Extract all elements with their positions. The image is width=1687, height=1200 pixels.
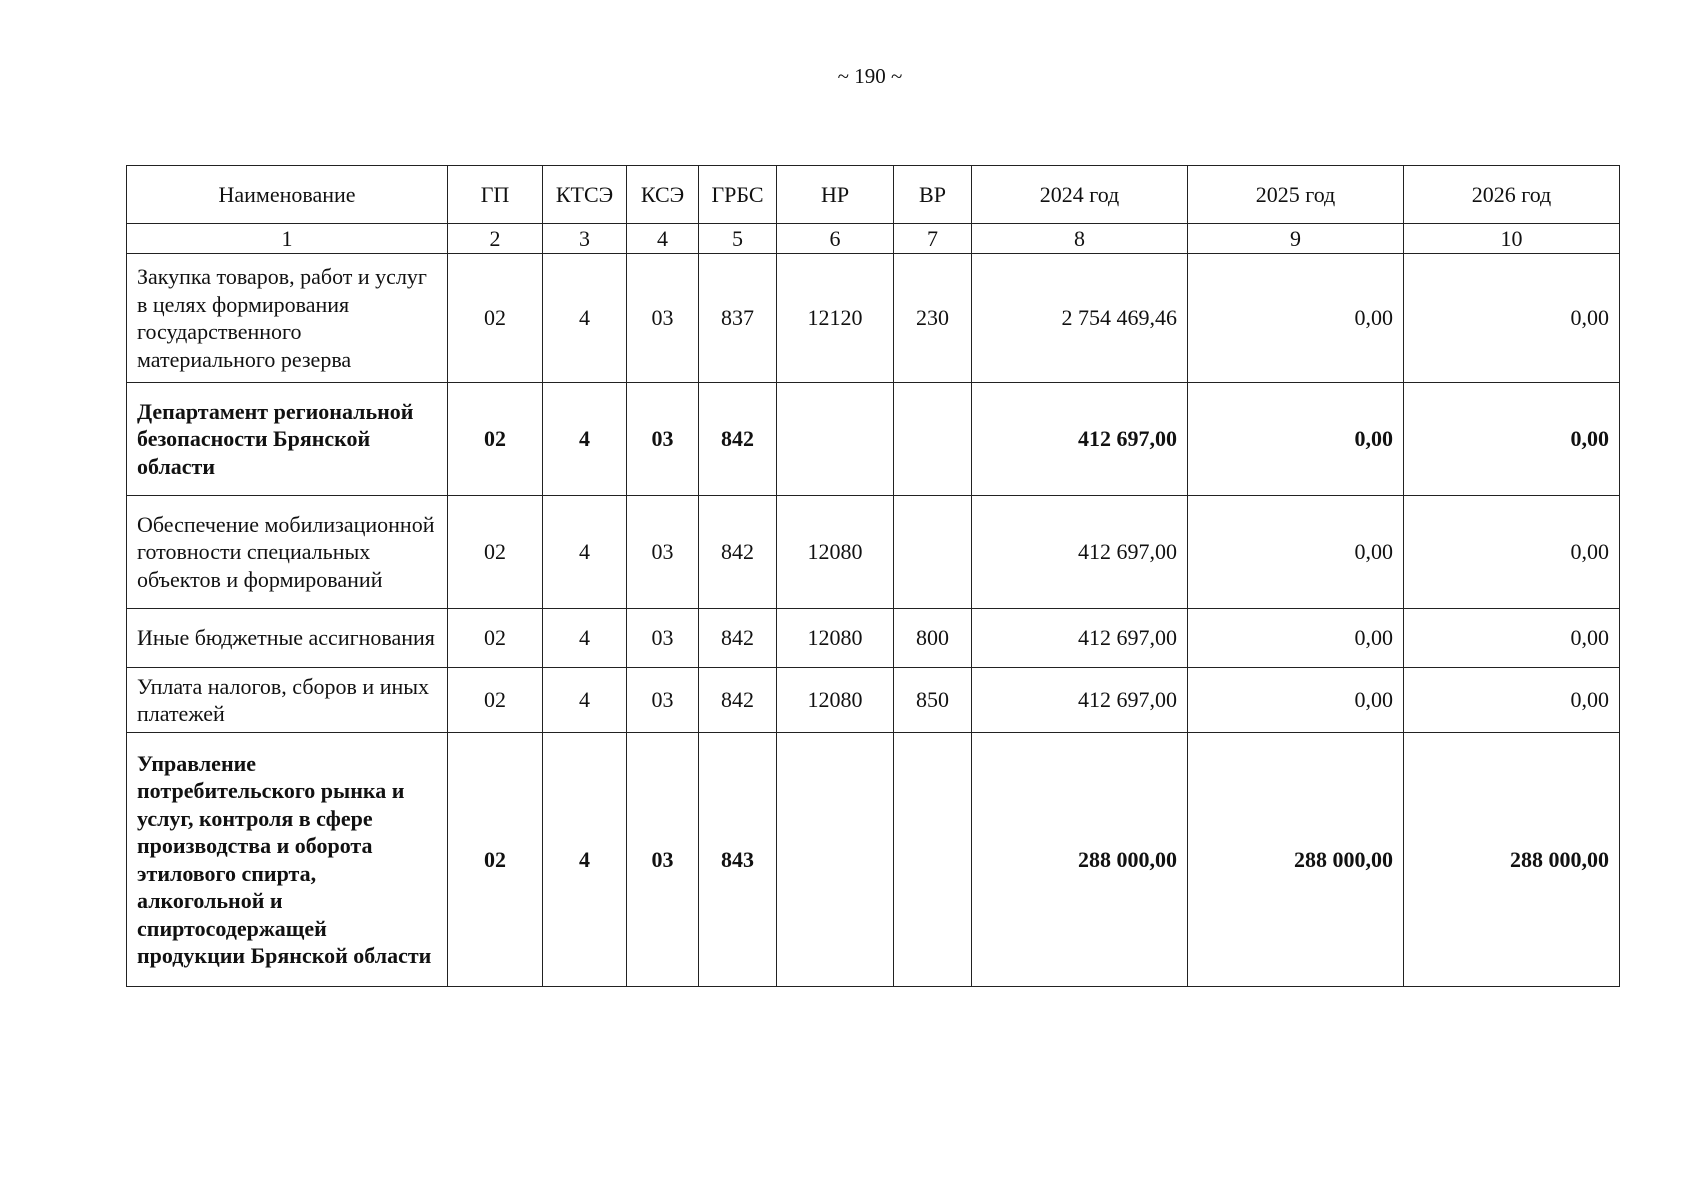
cell-kse: 03 [627,496,699,609]
cell-vr: 800 [894,609,972,668]
header-vr: ВР [894,166,972,224]
cell-2024: 2 754 469,46 [972,254,1188,383]
column-number: 6 [777,224,894,254]
cell-vr: 230 [894,254,972,383]
cell-2024: 288 000,00 [972,733,1188,987]
row-name: Закупка товаров, работ и услуг в целях формирования государственного материального резерва [127,254,448,383]
header-gp: ГП [448,166,543,224]
table-row [127,668,1620,733]
table-row [127,496,1620,609]
cell-ktse: 4 [543,254,627,383]
header-name: Наименование [127,166,448,224]
cell-nr: 12080 [777,668,894,733]
cell-nr: 12080 [777,496,894,609]
column-number: 4 [627,224,699,254]
cell-2025: 0,00 [1188,668,1404,733]
column-number: 10 [1404,224,1620,254]
table-row [127,383,1620,496]
cell-2026: 288 000,00 [1404,733,1620,987]
page-number: ~ 190 ~ [837,64,903,88]
budget-table [126,165,1620,987]
cell-ktse: 4 [543,733,627,987]
cell-ktse: 4 [543,668,627,733]
header-kse: КСЭ [627,166,699,224]
cell-grbs: 837 [699,254,777,383]
cell-2025: 288 000,00 [1188,733,1404,987]
row-name: Уплата налогов, сборов и иных платежей [127,668,448,733]
column-number: 5 [699,224,777,254]
cell-2026: 0,00 [1404,254,1620,383]
cell-2025: 0,00 [1188,496,1404,609]
column-number: 3 [543,224,627,254]
header-nr: НР [777,166,894,224]
cell-gp: 02 [448,609,543,668]
cell-gp: 02 [448,383,543,496]
column-number: 7 [894,224,972,254]
cell-nr [777,733,894,987]
cell-2024: 412 697,00 [972,609,1188,668]
row-name: Департамент региональной безопасности Брянской области [127,383,448,496]
column-number: 9 [1188,224,1404,254]
header-2026: 2026 год [1404,166,1620,224]
cell-2024: 412 697,00 [972,496,1188,609]
table-row [127,733,1620,987]
cell-2025: 0,00 [1188,254,1404,383]
table-header-row [127,166,1620,224]
cell-grbs: 843 [699,733,777,987]
cell-nr: 12120 [777,254,894,383]
cell-grbs: 842 [699,383,777,496]
row-name: Управление потребительского рынка и услуг, контроля в сфере производства и оборота этилового спирта, алкогольной и спиртосодержащей продукции Брянской области [127,733,448,987]
table-row [127,609,1620,668]
cell-gp: 02 [448,733,543,987]
cell-vr: 850 [894,668,972,733]
header-ktse: КТСЭ [543,166,627,224]
cell-gp: 02 [448,668,543,733]
cell-2026: 0,00 [1404,383,1620,496]
column-number: 8 [972,224,1188,254]
cell-2026: 0,00 [1404,609,1620,668]
cell-2025: 0,00 [1188,383,1404,496]
header-grbs: ГРБС [699,166,777,224]
cell-vr [894,733,972,987]
row-name: Обеспечение мобилизационной готовности специальных объектов и формирований [127,496,448,609]
cell-kse: 03 [627,254,699,383]
cell-2026: 0,00 [1404,496,1620,609]
cell-ktse: 4 [543,496,627,609]
header-2024: 2024 год [972,166,1188,224]
header-2025: 2025 год [1188,166,1404,224]
cell-grbs: 842 [699,609,777,668]
cell-2026: 0,00 [1404,668,1620,733]
cell-nr [777,383,894,496]
cell-grbs: 842 [699,668,777,733]
cell-2024: 412 697,00 [972,383,1188,496]
cell-2024: 412 697,00 [972,668,1188,733]
cell-2025: 0,00 [1188,609,1404,668]
cell-gp: 02 [448,496,543,609]
cell-ktse: 4 [543,383,627,496]
cell-gp: 02 [448,254,543,383]
row-name: Иные бюджетные ассигнования [127,609,448,668]
cell-kse: 03 [627,668,699,733]
table-row [127,254,1620,383]
cell-vr [894,496,972,609]
cell-vr [894,383,972,496]
cell-nr: 12080 [777,609,894,668]
column-number-row [127,224,1620,254]
column-number: 2 [448,224,543,254]
column-number: 1 [127,224,448,254]
cell-kse: 03 [627,383,699,496]
cell-kse: 03 [627,609,699,668]
cell-grbs: 842 [699,496,777,609]
cell-kse: 03 [627,733,699,987]
cell-ktse: 4 [543,609,627,668]
